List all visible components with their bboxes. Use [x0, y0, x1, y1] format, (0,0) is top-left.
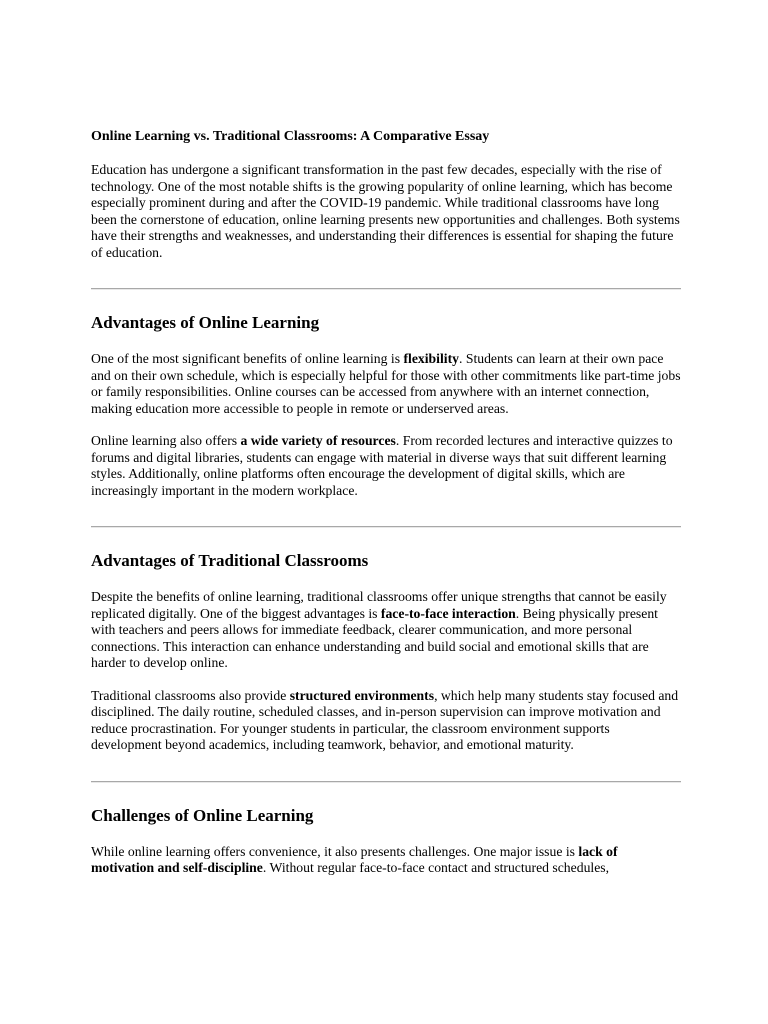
body-paragraph	[91, 433, 681, 499]
text-run: One of the most significant benefits of online learning is	[91, 351, 404, 366]
bold-phrase: a wide variety of resources	[240, 433, 396, 448]
document-title: Online Learning vs. Traditional Classrooms: A Comparative Essay	[91, 129, 490, 144]
bold-phrase: lack of motivation and self-discipline	[91, 843, 618, 875]
bold-phrase: flexibility	[403, 351, 459, 366]
section-divider	[91, 781, 681, 783]
bold-phrase: face-to-face interaction	[380, 605, 516, 621]
section-heading-traditional-advantages: Advantages of Traditional Classrooms	[91, 551, 369, 570]
body-paragraph	[91, 589, 681, 672]
text-run: , which help many students stay focused and disciplined. The daily routine, scheduled classes, and in-person supervision can improve motivation and reduce procrastination. For younger students in particular, the classroom environment supports development beyond academics, including teamwork, behavior, and emotional maturity.	[91, 687, 679, 752]
text-run: . Without regular face-to-face contact and structured schedules,	[262, 860, 610, 875]
intro-paragraph: Education has undergone a significant transformation in the past few decades, especially with the rise of technology. One of the most notable shifts is the growing popularity of online learning, which has become especially prominent during and after the COVID-19 pandemic. While traditional classrooms have long been the cornerstone of education, online learning presents new opportunities and challenges. Both systems have their strengths and weaknesses, and understanding their differences is essential for shaping the future of education.	[91, 162, 680, 260]
bold-phrase: structured environments	[289, 687, 435, 703]
text-run: . Students can learn at their own pace and on their own schedule, which is especially helpful for those with other commitments like part-time jobs or family responsibilities. Online courses can be accessed from anywhere with an internet connection, making education more accessible to people in remote or underserved areas.	[91, 351, 681, 416]
section-divider	[91, 526, 681, 528]
text-run: Traditional classrooms also provide	[91, 687, 290, 703]
text-run: . Being physically present with teachers and peers allows for immediate feedback, clearer communication, and more personal connections. This interaction can enhance understanding and build social and emotional skills that are harder to develop online.	[91, 605, 658, 670]
section-divider	[91, 288, 681, 290]
body-paragraph	[91, 844, 681, 877]
text-run: While online learning offers convenience, it also presents challenges. One major issue is	[91, 843, 579, 859]
text-run: . From recorded lectures and interactive quizzes to forums and digital libraries, students can engage with material in diverse ways that suit different learning styles. Additionally, online platforms often encourage the development of digital skills, which are increasingly important in the modern workplace.	[91, 433, 673, 498]
document-body	[91, 128, 681, 877]
section-heading-online-advantages: Advantages of Online Learning	[91, 313, 320, 332]
body-paragraph	[91, 688, 681, 754]
body-paragraph	[91, 351, 681, 417]
section-heading-online-challenges: Challenges of Online Learning	[91, 805, 314, 825]
text-run: Online learning also offers	[91, 433, 241, 448]
text-run: Despite the benefits of online learning, traditional classrooms offer unique strengths that cannot be easily replicated digitally. One of the biggest advantages is	[91, 589, 667, 621]
